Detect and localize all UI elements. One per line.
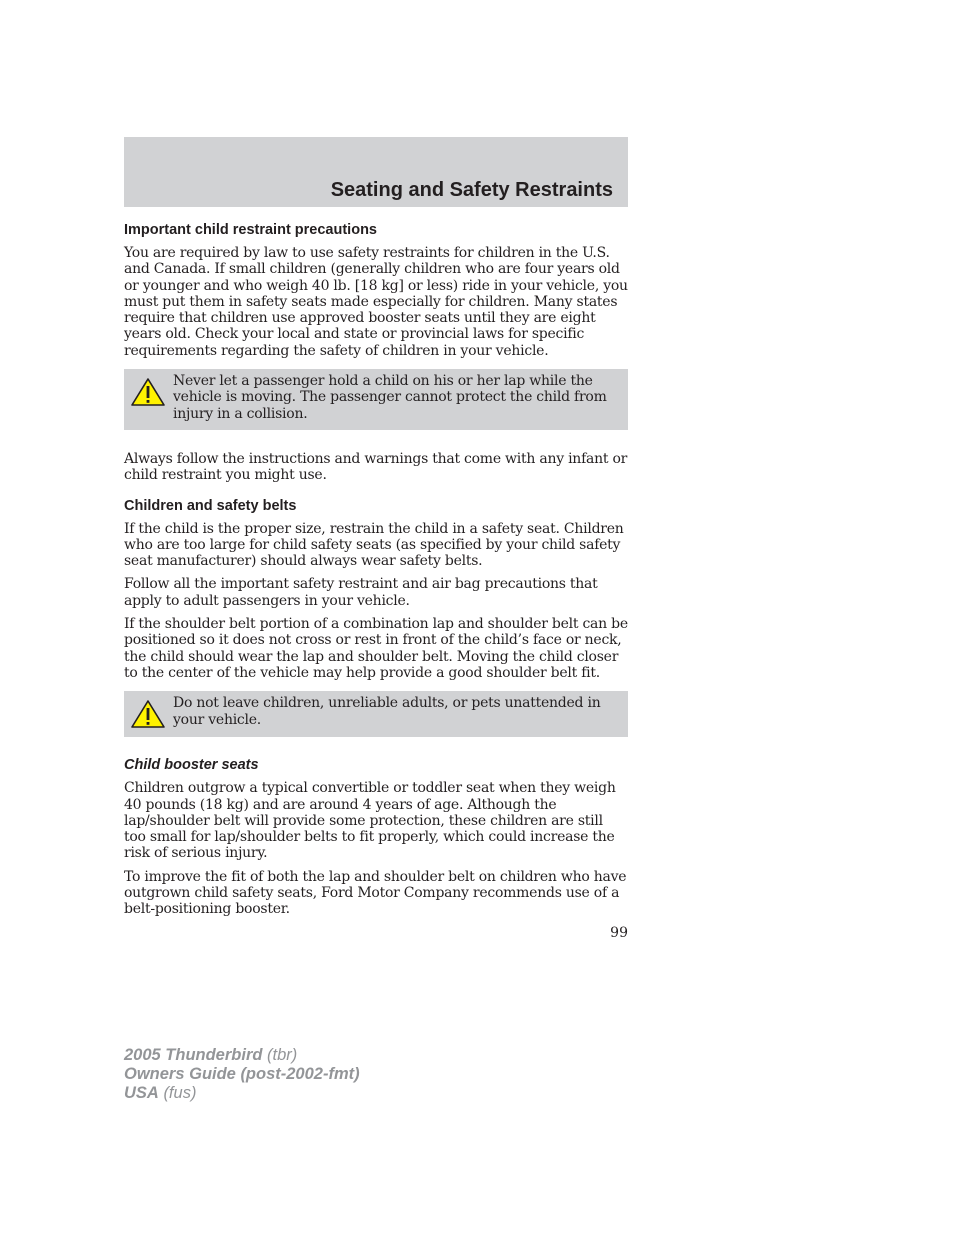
- warning-triangle-icon: [130, 699, 166, 729]
- section-header-band: [124, 137, 628, 207]
- paragraph-precautions: You are required by law to use safety restraints for children in the U.S. and Canada. If small children (generally children who are four years old or younger and who weigh 40 lb. [18 kg] or less) ride in your vehicle, you must put them in safety seats made especially for children. Many states require that children use approved booster seats until they are eight years old. Check your local and state or provincial laws for specific requirements regarding the safety of children in your vehicle.: [124, 245, 628, 359]
- warning-box-lap: [124, 369, 628, 430]
- footer-model-code: (tbr): [267, 1046, 298, 1064]
- footer-market-code: (fus): [163, 1084, 197, 1102]
- page-number: 99: [610, 925, 628, 941]
- footer-model: 2005 Thunderbird: [124, 1046, 263, 1064]
- section-title: Seating and Safety Restraints: [330, 179, 613, 201]
- paragraph-belts-3: If the shoulder belt portion of a combination lap and shoulder belt can be positioned so it does not cross or rest in front of the child’s face or neck, the child should wear the lap and shoulder belt. Moving the child closer to the center of the vehicle may help provide a good shoulder belt fit.: [124, 616, 628, 681]
- paragraph-belts-1: If the child is the proper size, restrain the child in a safety seat. Children who are too large for child safety seats (as specified by your child safety seat manufacturer) should always wear safety belts.: [124, 520, 624, 570]
- warning-box-unattended: [124, 691, 628, 737]
- footer-line-market: [124, 1084, 360, 1103]
- paragraph-booster-1: Children outgrow a typical convertible or toddler seat when they weigh 40 pounds (18 kg) and are around 4 years of age. Although the lap/shoulder belt will provide some protection, these children are still too small for lap/shoulder belts to fit properly, which could increase the risk of serious injury.: [124, 780, 616, 862]
- document-footer: [124, 1046, 360, 1103]
- paragraph-booster-2: To improve the fit of both the lap and shoulder belt on children who have outgrown child safety seats, Ford Motor Company recommends use of a belt-positioning booster.: [124, 868, 627, 918]
- heading-precautions: Important child restraint precautions: [124, 222, 377, 238]
- footer-guide: Owners Guide (post-2002-fmt): [124, 1065, 360, 1083]
- paragraph-follow-instructions: Always follow the instructions and warnings that come with any infant or child restraint you might use.: [124, 450, 628, 484]
- footer-line-guide: [124, 1065, 360, 1084]
- warning-triangle-icon: [130, 377, 166, 407]
- page-content: [124, 220, 628, 925]
- heading-safety-belts: Children and safety belts: [124, 497, 297, 514]
- paragraph-belts-2: Follow all the important safety restraint and air bag precautions that apply to adult passengers in your vehicle.: [124, 576, 598, 609]
- heading-booster-seats: Child booster seats: [124, 757, 259, 774]
- footer-line-model: [124, 1046, 360, 1065]
- warning-text-lap: Never let a passenger hold a child on his or her lap while the vehicle is moving. The passenger cannot protect the child from injury in a collision.: [173, 373, 607, 422]
- warning-text-unattended: Do not leave children, unreliable adults, or pets unattended in your vehicle.: [173, 695, 601, 728]
- footer-market: USA: [124, 1084, 159, 1102]
